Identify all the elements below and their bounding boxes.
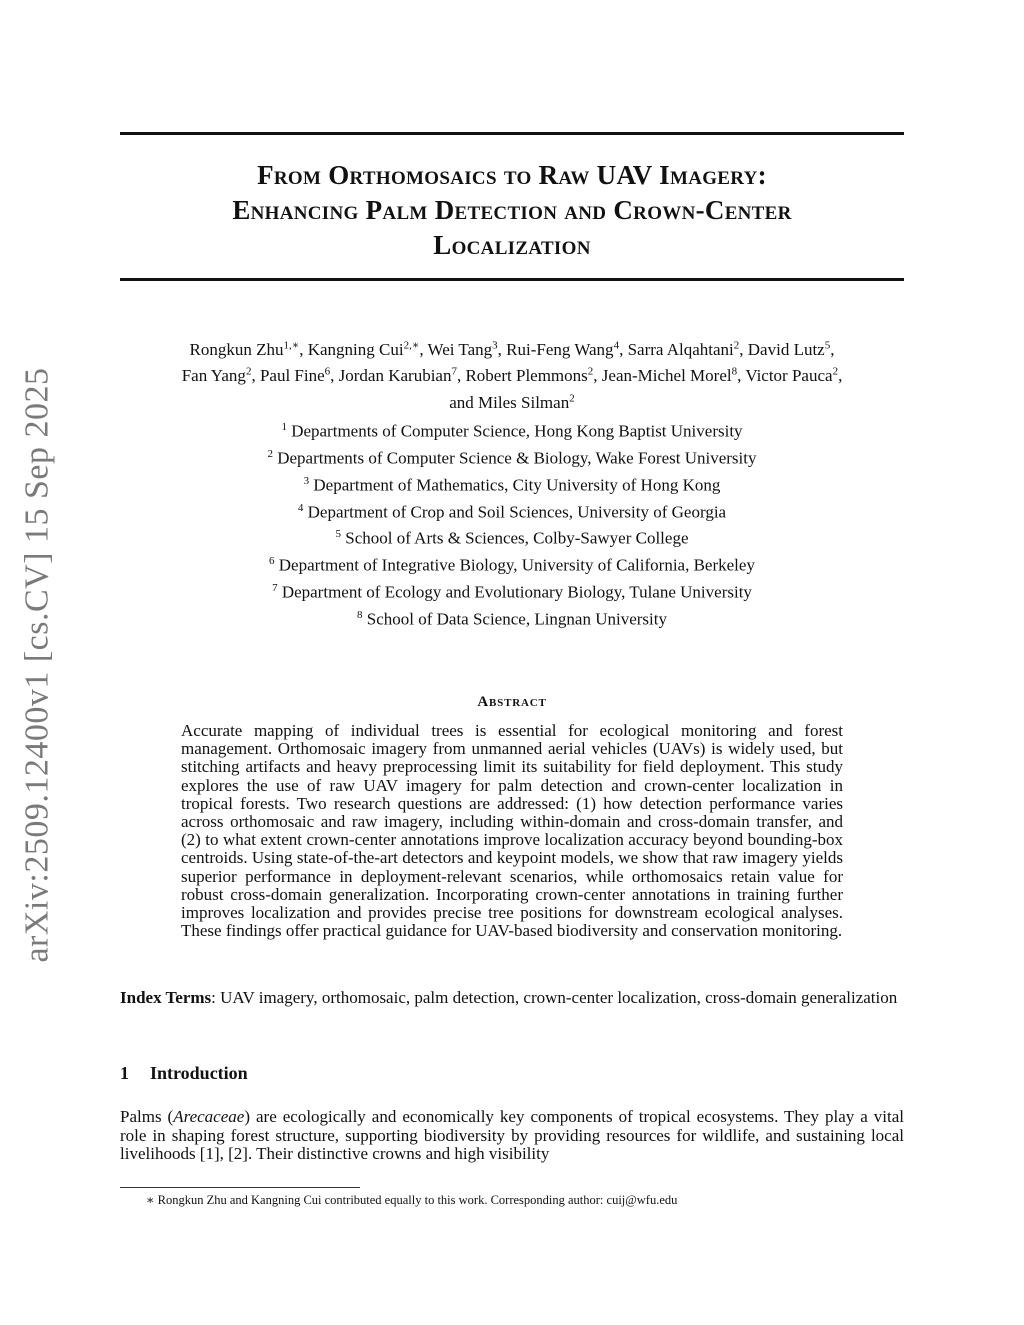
section-title: Introduction	[150, 1063, 248, 1083]
section-number: 1	[120, 1063, 129, 1083]
affiliation: $^7$ Department of Ecology and Evolutionary Biology, Tulane University	[272, 582, 752, 602]
italic-term: Arecaceae	[173, 1107, 245, 1126]
author: Rui-Feng Wang$^4$,	[506, 339, 628, 359]
author-list	[120, 334, 904, 414]
arxiv-stamp	[8, 367, 68, 963]
affiliation: $^4$ Department of Crop and Soil Sciences, University of Georgia	[297, 501, 727, 522]
author: Paul Fine$^6$,	[259, 365, 339, 386]
title-line-3: Localization	[433, 230, 591, 260]
affiliation: $^6$ Department of Integrative Biology, University of California, Berkeley	[269, 555, 755, 575]
author: Robert Plemmons$^2$,	[465, 365, 602, 386]
title-rule-top	[120, 132, 904, 135]
author: and Miles Silman$^2$	[449, 392, 575, 412]
abstract-heading: Abstract	[477, 694, 547, 710]
author: David Lutz$^5$,	[747, 339, 835, 359]
affiliation: $^5$ School of Arts & Sciences, Colby-Sawyer College	[335, 528, 689, 549]
intro-paragraph: Palms (Arecaceae) are ecologically and economically key components of tropical ecosystems. They play a vital role in shaping forest structure, supporting biodiversity by providing resources for wildlife, and sustaining local livelihoods [1], [2]. Their distinctive crowns and high visibility	[120, 1107, 904, 1163]
index-terms-text: UAV imagery, orthomosaic, palm detection, crown-center localization, cross-domain generalization	[220, 988, 898, 1007]
title-rule-bottom	[120, 278, 904, 281]
abstract-text: Accurate mapping of individual trees is essential for ecological monitoring and forest management. Orthomosaic imagery from unmanned aerial vehicles (UAVs) is widely used, but stitching artifacts and heavy preprocessing limit its suitability for field deployment. This study explores the use of raw UAV imagery for palm detection and crown-center localization in tropical forests. Two research questions are addressed: (1) how detection performance varies across orthomosaic and raw imagery, including within-domain and cross-domain transfer, and (2) to what extent crown-center annotations improve localization accuracy beyond bounding-box centroids. Using state-of-the-art detectors and keypoint models, we show that raw imagery yields superior performance in deployment-relevant scenarios, while orthomosaics retain value for robust cross-domain generalization. Incorporating crown-center annotations in training further improves localization and provides precise tree positions for downstream ecological analyses. These findings offer practical guidance for UAV-based biodiversity and conservation monitoring.	[181, 721, 843, 941]
affiliation: $^3$ Department of Mathematics, City University of Hong Kong	[303, 474, 721, 495]
footnote-text: Rongkun Zhu and Kangning Cui contributed equally to this work. Corresponding author: cuij@wfu.edu	[157, 1193, 678, 1207]
footnote-rule	[120, 1187, 360, 1188]
author: Kangning Cui$^{2,∗}$,	[307, 339, 428, 359]
footnote	[146, 1193, 906, 1208]
affiliation-list	[120, 416, 904, 631]
footnote-mark: ∗	[146, 1193, 155, 1207]
author: Fan Yang$^2$,	[181, 365, 260, 386]
author: Jordan Karubian$^7$,	[338, 365, 466, 386]
section-heading	[120, 1063, 248, 1084]
index-terms-label: Index Terms	[120, 988, 212, 1007]
title-line-2: Enhancing Palm Detection and Crown-Center	[232, 195, 792, 225]
affiliation: $^1$ Departments of Computer Science, Hong Kong Baptist University	[281, 421, 743, 441]
affiliation: $^2$ Departments of Computer Science & Biology, Wake Forest University	[267, 447, 757, 468]
author: Victor Pauca$^2$,	[745, 365, 843, 386]
index-terms: Index Terms: UAV imagery, orthomosaic, palm detection, crown-center localization, cross-domain generalization	[120, 988, 898, 1007]
author: Sarra Alqahtani$^2$,	[627, 339, 748, 359]
author: Rongkun Zhu$^{1,∗}$,	[189, 339, 308, 359]
author: Wei Tang$^3$,	[427, 339, 507, 359]
title-line-1: From Orthomosaics to Raw UAV Imagery:	[257, 160, 767, 190]
paper-title	[120, 158, 904, 263]
author: Jean-Michel Morel$^8$,	[601, 365, 746, 386]
arxiv-id: arXiv:2509.12400v1 [cs.CV] 15 Sep 2025	[19, 367, 56, 963]
affiliation: $^8$ School of Data Science, Lingnan University	[356, 609, 667, 629]
